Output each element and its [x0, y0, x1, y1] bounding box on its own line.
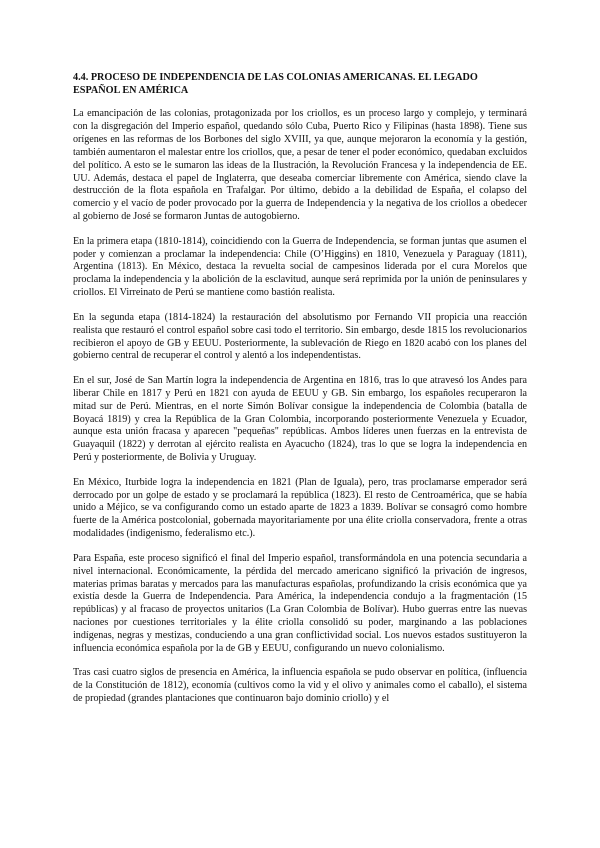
paragraph-mexico: En México, Iturbide logra la independencia en 1821 (Plan de Iguala), pero, tras proclamarse emperador será derrocado por un golpe de estado y se proclamará la república (1823). El resto de Centroamérica, que se había unido a Méjico, se va configurando como un estado aparte de 1823 a 1839. Bolívar se consagró como hombre fuerte de la América postcolonial, gobernada mayoritariamente por una élite criolla conservadora, frente a otras modalidades (indigenismo, federalismo etc.).	[73, 476, 527, 540]
section-heading: 4.4. PROCESO DE INDEPENDENCIA DE LAS COLONIAS AMERICANAS. EL LEGADO ESPAÑOL EN AMÉRICA	[73, 72, 478, 96]
paragraph-emancipation-origins: La emancipación de las colonias, protagonizada por los criollos, es un proceso largo y complejo, y terminará con la disgregación del Imperio español, quedando sólo Cuba, Puerto Rico y Filipinas (hasta 1898). Tiene sus orígenes en las reformas de los Borbones del siglo XVIII, ya que, aunque mejoraron la economía y la gestión, también aumentaron el malestar entre los criollos, que, a pesar de tener el poder económico, quedaban excluidos del político. A esto se le sumaron las ideas de la Ilustración, la Revolución Francesa y la independencia de EE. UU. Además, destaca el papel de Inglaterra, que deseaba comerciar libremente con América, siendo clave la destrucción de la flota española en Trafalgar. Por último, debido a la debilidad de España, el colapso del comercio y el vacío de poder provocado por la guerra de Independencia y la negativa de los criollos a obedecer al gobierno de José se formaron Juntas de autogobierno.	[73, 108, 527, 223]
paragraph-second-stage: En la segunda etapa (1814-1824) la restauración del absolutismo por Fernando VII propicia una reacción realista que restauró el control español sobre casi todo el territorio. Sin embargo, desde 1815 los revolucionarios recibieron el apoyo de GB y EEUU. Posteriormente, la sublevación de Riego en 1820 acabó con los planes del gobierno central de recuperar el control y alentó a los independentistas.	[73, 311, 527, 362]
paragraph-consequences: Para España, este proceso significó el final del Imperio español, transformándola en una potencia secundaria a nivel internacional. Económicamente, la pérdida del mercado americano significó la privación de ingresos, materias primas baratas y mercados para las manufacturas españolas, profundizando la crisis económica que ya existía desde la Guerra de Independencia. Para América, la independencia condujo a la fragmentación (15 repúblicas) y al fracaso de proyectos unitarios (La Gran Colombia de Bolívar). Hubo guerras entre las nuevas naciones por cuestiones territoriales y la élite criolla consolidó su poder, marginando a las poblaciones indígenas, negras y mestizas, conduciendo a una gran conflictividad social. Los nuevos estados sustituyeron la influencia económica española por la de GB y EEUU, configurando un nuevo colonialismo.	[73, 552, 527, 655]
document-page	[73, 72, 527, 718]
paragraph-first-stage: En la primera etapa (1810-1814), coincidiendo con la Guerra de Independencia, se forman juntas que asumen el poder y comienzan a proclamar la independencia: Chile (O’Higgins) en 1810, Venezuela y Paraguay (1811), Argentina (1813). En México, destaca la revuelta social de campesinos liderada por el cura Morelos que proclama la independencia y la abolición de la esclavitud, aunque será reprimida por la unión de peninsulares y criollos. El Virreinato de Perú se mantiene como bastión realista.	[73, 235, 527, 299]
paragraph-south-campaigns: En el sur, José de San Martín logra la independencia de Argentina en 1816, tras lo que atravesó los Andes para liberar Chile en 1817 y Perú en 1821 con ayuda de EEUU y GB. Sin embargo, los españoles recuperaron la mitad sur de Perú. Mientras, en el norte Simón Bolívar consigue la independencia de Colombia (batalla de Boyacá 1819) y crea la República de la Gran Colombia, incorporando posteriormente Venezuela y Ecuador, aunque esta unión fracasa y aparecen "pequeñas" repúblicas. Ambos líderes unen fuerzas en la entrevista de Guayaquil (1822) y derrotan al ejército realista en Ayacucho (1824), tras lo que se logra la independencia en Perú y posteriormente, de Bolivia y Uruguay.	[73, 374, 527, 464]
paragraph-spanish-legacy: Tras casi cuatro siglos de presencia en América, la influencia española se pudo observar en política, (influencia de la Constitución de 1812), economía (cultivos como la vid y el olivo y animales como el caballo), el sistema de propiedad (grandes plantaciones que continuaron bajo dominio criollo) y el	[73, 667, 527, 705]
